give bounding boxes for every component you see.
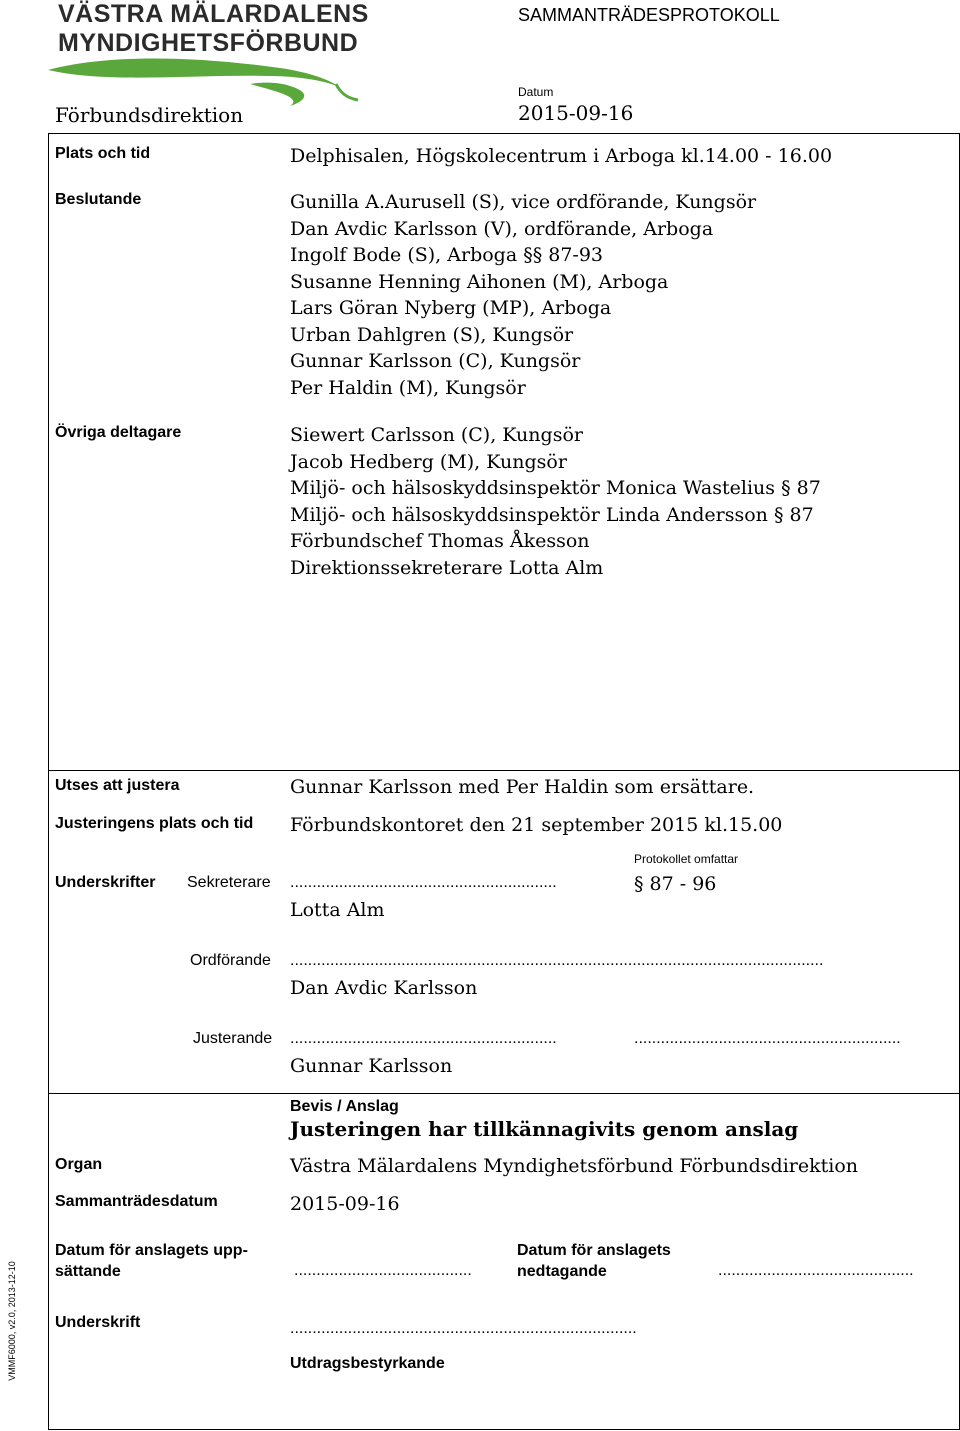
posted-date-label-line-2: sättande [55,1263,121,1280]
adjuster-signature-line-2: ............................................................ [634,1030,901,1047]
deciding-label: Beslutande [55,191,142,208]
deciding-member: Susanne Henning Aihonen (M), Arboga [290,270,669,293]
place-value: Delphisalen, Högskolecentrum i Arboga kl.14.00 - 16.00 [290,145,833,167]
secretary-name: Lotta Alm [290,899,385,921]
secretary-signature-line: ............................................................ [290,874,557,891]
org-name-line-2: MYNDIGHETSFÖRBUND [58,29,359,57]
others-label: Övriga deltagare [55,424,182,441]
organ-value: Västra Mälardalens Myndighetsförbund Förbundsdirektion [290,1155,859,1177]
secretary-label: Sekreterare [187,874,271,891]
chair-name: Dan Avdic Karlsson [290,977,478,999]
meeting-date-label: Sammanträdesdatum [55,1193,218,1210]
appointed-value: Gunnar Karlsson med Per Haldin som ersättare. [290,776,755,798]
covers-value: § 87 - 96 [634,873,717,895]
org-name-line-1: VÄSTRA MÄLARDALENS [58,0,369,28]
chair-signature-line: ........................................................................................................................ [290,952,824,969]
other-participant: Direktionssekreterare Lotta Alm [290,556,604,579]
deciding-list [290,189,756,401]
unit-name: Förbundsdirektion [55,103,244,127]
others-list [290,422,821,581]
notice-signature-line: .............................................................................. [290,1320,637,1337]
other-participant: Förbundschef Thomas Åkesson [290,530,590,552]
notice-title: Bevis / Anslag [290,1098,399,1115]
adjustment-place-label: Justeringens plats och tid [55,815,254,832]
other-participant: Siewert Carlsson (C), Kungsör [290,424,583,446]
separator-notice [48,1093,960,1094]
appointed-label: Utses att justera [55,777,180,794]
removed-date-label [517,1240,671,1282]
date-label: Datum [518,85,554,99]
adjuster-name: Gunnar Karlsson [290,1055,453,1077]
meeting-date-value: 2015-09-16 [290,1193,400,1215]
certified-label: Utdragsbestyrkande [290,1355,445,1372]
deciding-member: Gunnar Karlsson (C), Kungsör [290,350,581,372]
org-logo-swoosh-icon [40,50,370,110]
deciding-member: Per Haldin (M), Kungsör [290,376,526,399]
deciding-member: Urban Dahlgren (S), Kungsör [290,323,574,346]
separator-adjustment [48,770,960,771]
adjuster-signature-line: ............................................................ [290,1030,557,1047]
form-code: VMMF6000, v2.0, 2013-12-10 [7,1261,17,1381]
deciding-member: Lars Göran Nyberg (MP), Arboga [290,297,612,319]
other-participant: Jacob Hedberg (M), Kungsör [290,450,567,473]
notice-heading: Justeringen har tillkännagivits genom anslag [290,1117,799,1141]
organ-label: Organ [55,1156,103,1173]
deciding-member: Gunilla A.Aurusell (S), vice ordförande, Kungsör [290,191,757,213]
place-label: Plats och tid [55,145,151,162]
posted-date-label [55,1240,248,1282]
deciding-member: Dan Avdic Karlsson (V), ordförande, Arboga [290,217,714,240]
deciding-member: Ingolf Bode (S), Arboga §§ 87-93 [290,244,604,266]
posted-date-label-line-1: Datum för anslagets upp- [55,1242,248,1259]
posted-date-line: ........................................ [294,1262,472,1279]
removed-date-line: ............................................ [718,1262,914,1279]
adjuster-label: Justerande [193,1030,273,1047]
date-value: 2015-09-16 [518,101,634,125]
chair-label: Ordförande [190,952,271,969]
covers-label: Protokollet omfattar [634,852,739,866]
other-participant: Miljö- och hälsoskyddsinspektör Monica Wastelius § 87 [290,477,821,499]
signature-label: Underskrift [55,1314,141,1331]
other-participant: Miljö- och hälsoskyddsinspektör Linda Andersson § 87 [290,503,814,526]
document-type: SAMMANTRÄDESPROTOKOLL [518,5,780,25]
adjustment-place-value: Förbundskontoret den 21 september 2015 kl.15.00 [290,814,783,836]
signatures-label: Underskrifter [55,874,156,891]
removed-date-label-line-2: nedtagande [517,1263,607,1280]
removed-date-label-line-1: Datum för anslagets [517,1242,671,1259]
